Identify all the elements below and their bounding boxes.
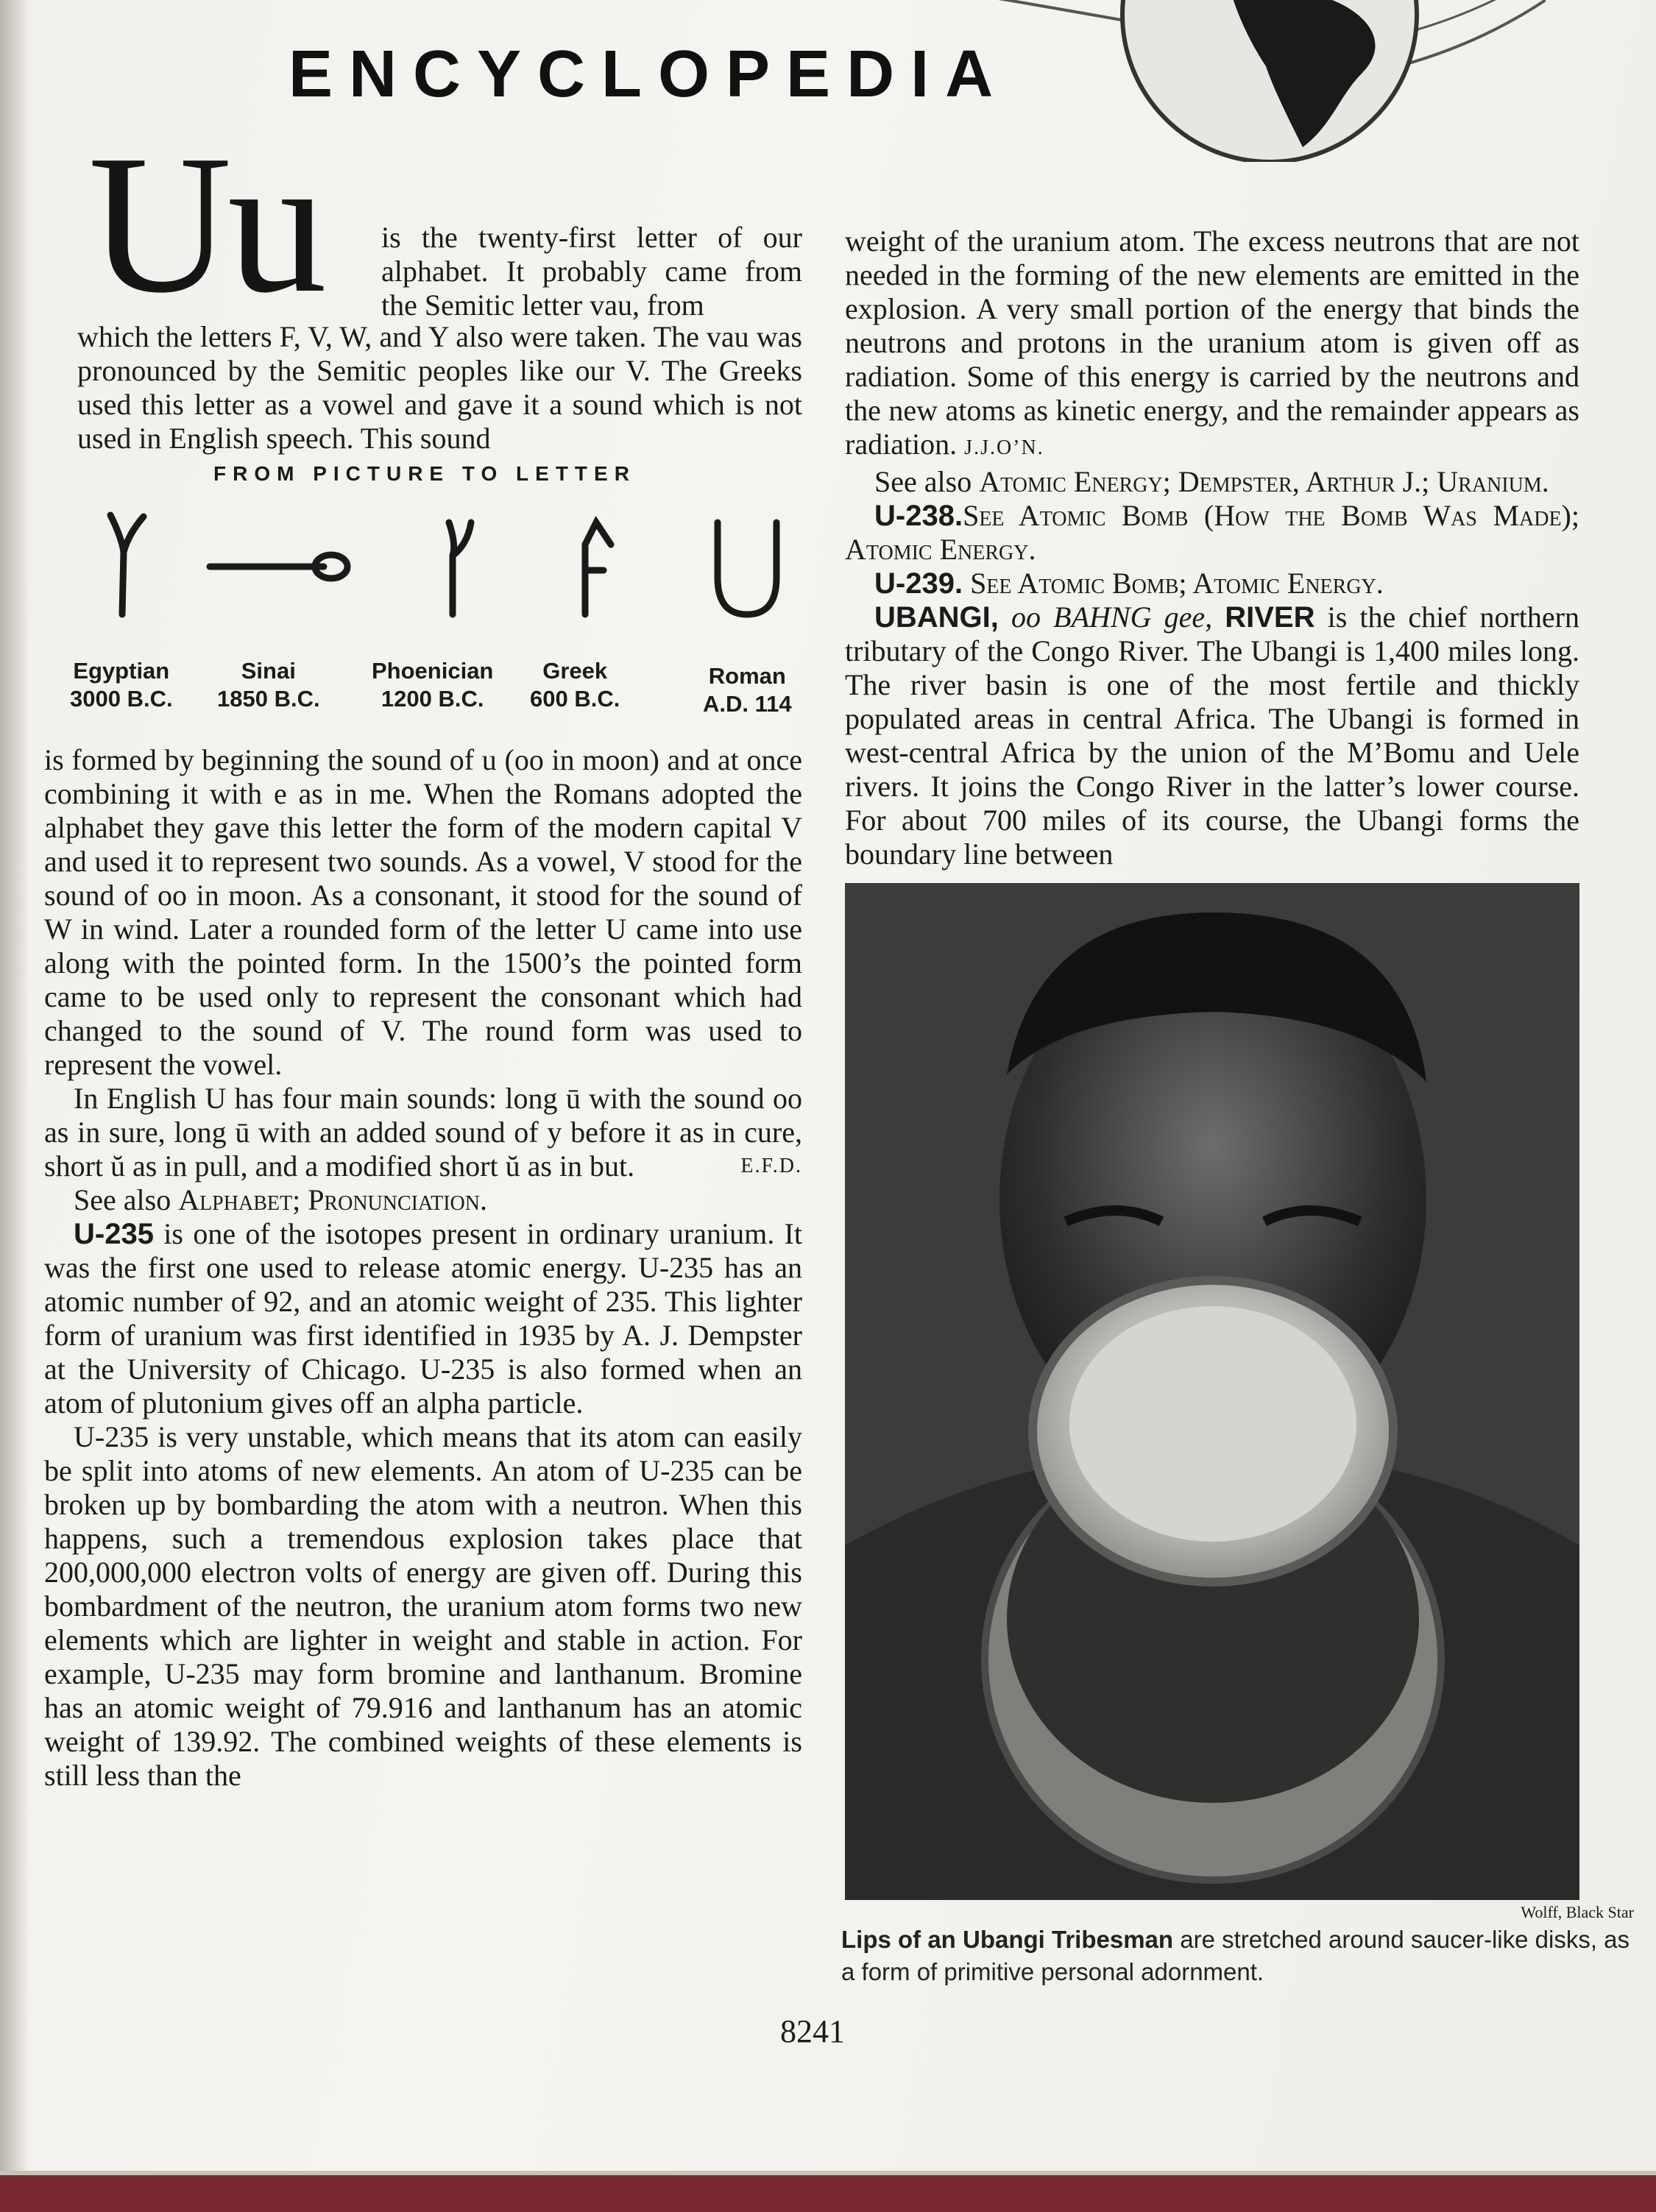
left-column (44, 743, 802, 1793)
caption-bold: Lips of an Ubangi Tribesman (841, 1926, 1174, 1953)
see-also-letter-u: See also Alphabet; Pronunciation. (74, 1183, 487, 1216)
see-also-u235: See also Atomic Energy; Dempster, Arthur J.; Uranium. (874, 465, 1549, 498)
letter-u-paragraph-2: In English U has four main sounds: long ū with the sound oo as in sure, long ū with an added sound of y before it as in cure, short ŭ as in pull, and a modified short ŭ as in but. E.F.D. (44, 1082, 802, 1183)
greek-glyph (585, 522, 611, 614)
uranium-continuation: weight of the uranium atom. The excess neutrons that are not needed in the forming of the new elements are emitted in the explosion. A very small portion of the energy that binds the neutrons and protons in the uranium atom is given off as radiation. Some of this energy is carried by the neutrons and the new atoms as kinetic energy, and the remainder appears as radiation. J.J.O’N. (845, 224, 1579, 461)
book-cover-edge (0, 2171, 1656, 2212)
figure-label-egyptian: Egyptian 3000 B.C. (70, 658, 173, 712)
photo-credit: Wolff, Black Star (1521, 1903, 1634, 1921)
figure-heading: FROM PICTURE TO LETTER (213, 462, 636, 485)
photo-illustration (845, 883, 1579, 1900)
ubangi-tribesman-photo (845, 883, 1579, 1900)
drop-cap (88, 114, 322, 334)
photo-caption (841, 1924, 1636, 1988)
drop-cap-letters: Uu (88, 114, 322, 334)
egyptian-glyph (110, 515, 144, 614)
letter-u-paragraph-1: is formed by beginning the sound of u (oo in moon) and at once combining it with e as in me. When the Romans adopted the alphabet they gave this letter the form of the modern capital V and used it to represent two sounds. As a vowel, V stood for the sound of oo in moon. As a consonant, it stood for the sound of W in wind. Later a rounded form of the letter U came into use along with the pointed form. In the 1500’s the pointed form came to be used only to represent the consonant which had changed to the sound of V. The round form was used to represent the vowel. (44, 743, 802, 1081)
figure-label-roman: Roman A.D. 114 (703, 663, 792, 717)
u239-entry: U-239. See Atomic Bomb; Atomic Energy. (874, 567, 1384, 600)
caption-text: are stretched around saucer-like disks, as a form of primitive personal adornment. (841, 1926, 1630, 1985)
u238-entry: U-238.See Atomic Bomb (How the Bomb Was Made); Atomic Energy. (845, 499, 1579, 566)
figure-label-greek: Greek 600 B.C. (530, 658, 620, 712)
figure-label-phoenician: Phoenician 1200 B.C. (372, 658, 494, 712)
page-gutter-shadow (0, 0, 29, 2171)
u235-entry: U-235 is one of the isotopes present in ordinary uranium. It was the first one used to release atomic energy. U-235 has an atomic number of 92, and an atomic weight of 235. This lighter form of uranium was first identified in 1935 by A. J. Dempster at the University of Chicago. U-235 is also formed when an atom of plutonium gives off an alpha particle. (44, 1217, 802, 1419)
phoenician-glyph (449, 522, 471, 614)
page-header-title: ENCYCLOPEDIA (289, 38, 1010, 111)
intro-text-continued: which the letters F, V, W, and Y also were taken. The vau was pronounced by the Semitic peoples like our V. The Greeks used this letter as a vowel and gave it a sound which is not used in English speech. This sound (77, 320, 802, 455)
figure-label-sinai: Sinai 1850 B.C. (217, 658, 320, 712)
roman-glyph (718, 522, 776, 614)
page-number: 8241 (780, 2013, 845, 2049)
signature-jjon: J.J.O’N. (964, 436, 1044, 459)
ubangi-entry: UBANGI, oo BAHNG gee, RIVER is the chief northern tributary of the Congo River. The Ubangi is 1,400 miles long. The river basin is one of the most fertile and thickly populated areas in central Africa. The Ubangi is formed in west-central Africa by the union of the M’Bomu and Uele rivers. It joins the Congo River in the latter’s lower course. For about 700 miles of its course, the Ubangi forms the boundary line between (845, 600, 1579, 871)
letter-evolution-figure (88, 500, 810, 648)
globe-illustration (920, 0, 1546, 162)
u235-paragraph-2: U-235 is very unstable, which means that its atom can easily be split into atoms of new elements. An atom of U-235 can be broken up by bombarding the atom with a neutron. When this happens, such a tremendous explosion takes place that 200,000,000 electron volts of energy are given off. During this bombardment of the neutron, the uranium atom forms two new elements which are lighter in weight and stable in action. For example, U-235 may form bromine and lanthanum. Bromine has an atomic weight of 79.916 and lanthanum has an atomic weight of 139.92. The combined weights of these elements is still less than the (44, 1420, 802, 1792)
signature-efd: E.F.D. (740, 1155, 802, 1177)
intro-text: is the twenty-first letter of our alphabet. It probably came from the Semitic letter vau, from (381, 221, 802, 322)
u235-heading: U-235 (74, 1218, 154, 1250)
right-column (845, 224, 1579, 871)
